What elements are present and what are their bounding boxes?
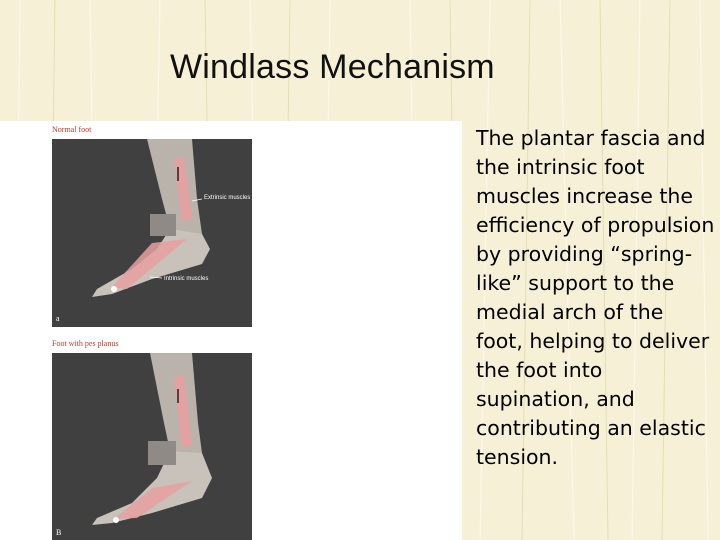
extrinsic-muscles-label: Extrinsic muscles bbox=[204, 195, 251, 201]
intrinsic-muscles-label: Intrinsic muscles bbox=[164, 276, 209, 282]
slide-title: Windlass Mechanism bbox=[170, 48, 495, 86]
panel-label-pes-planus: Foot with pes planus bbox=[52, 339, 119, 348]
normal-foot-illustration bbox=[52, 139, 252, 327]
pes-planus-illustration bbox=[52, 353, 252, 540]
panel-letter-a: a bbox=[56, 314, 60, 323]
panel-letter-b: B bbox=[56, 528, 62, 537]
foot-figure bbox=[0, 121, 462, 540]
panel-label-normal-foot: Normal foot bbox=[52, 125, 92, 134]
body-text: The plantar fascia and the intrinsic foot muscles increase the efficiency of propulsion by providing “spring-like” support to the medial arch of the foot, helping to deliver the foot into supination, and contributing an elastic tension. bbox=[476, 126, 715, 469]
